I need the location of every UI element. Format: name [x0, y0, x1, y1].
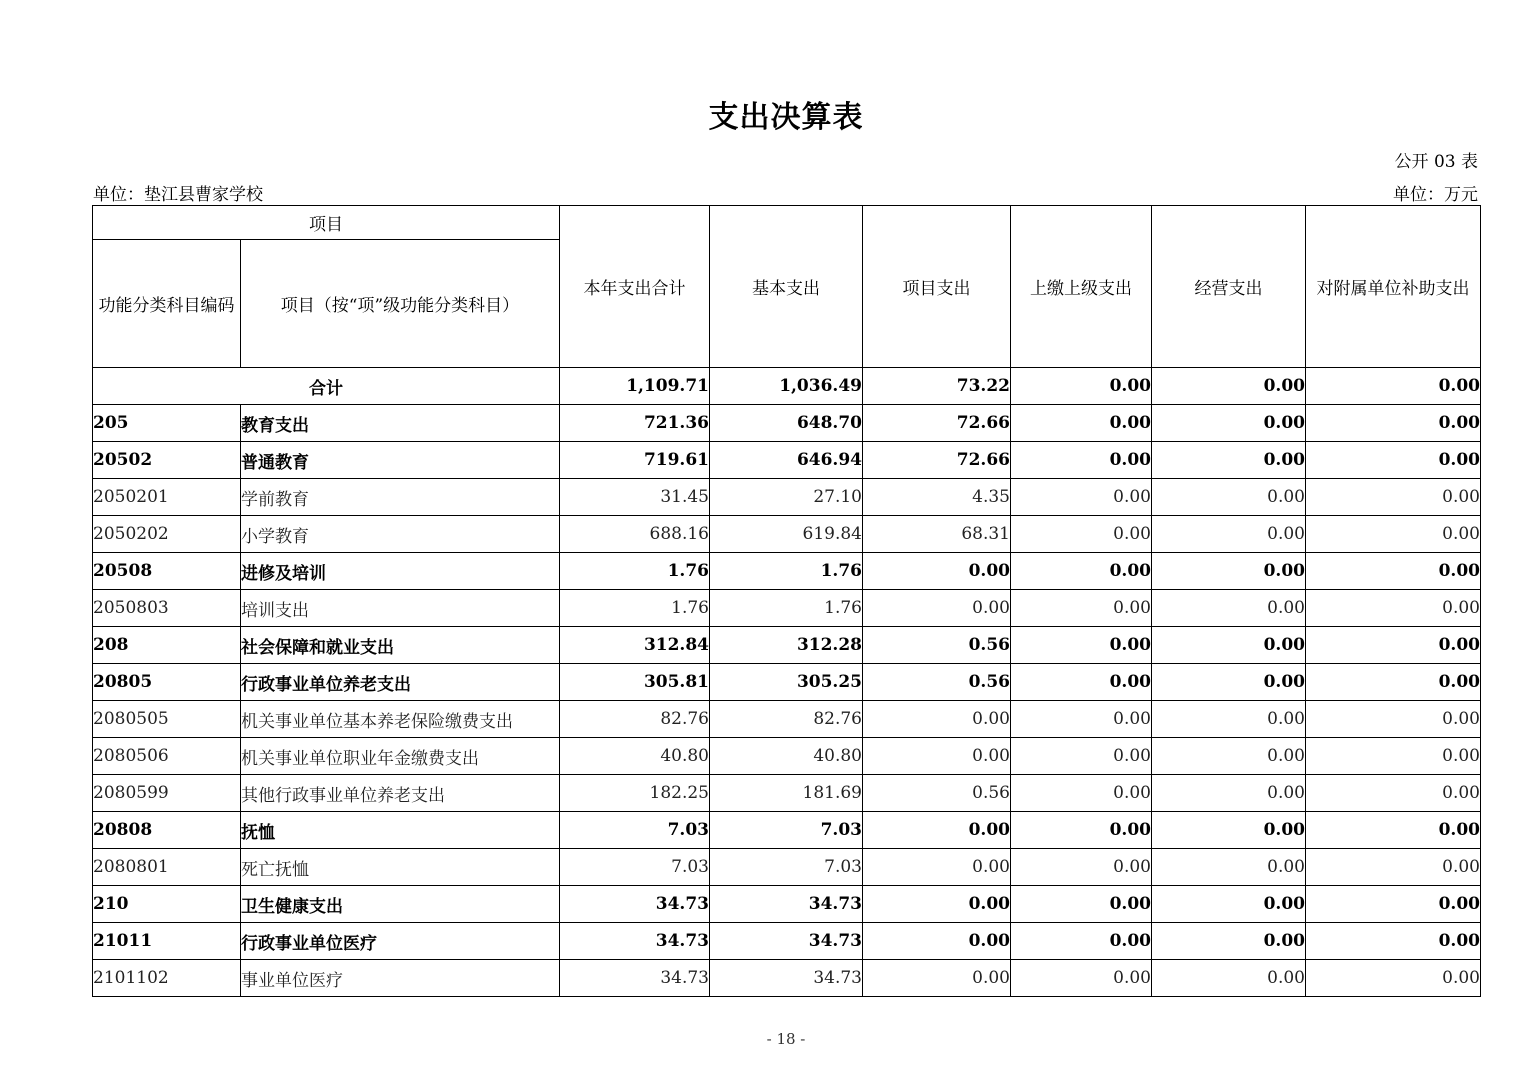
row-code: 2050803 [93, 590, 241, 627]
row-value: 0.00 [863, 960, 1011, 997]
row-value: 40.80 [560, 738, 710, 775]
table-row [93, 516, 1481, 553]
row-code: 2080505 [93, 701, 241, 738]
row-value: 0.00 [1152, 775, 1306, 812]
row-code: 205 [93, 405, 241, 442]
row-value: 0.00 [1011, 627, 1152, 664]
row-value: 0.00 [1011, 849, 1152, 886]
row-value: 0.00 [1306, 442, 1481, 479]
expenditure-table [92, 205, 1481, 997]
row-value: 0.00 [1011, 923, 1152, 960]
row-code: 21011 [93, 923, 241, 960]
reporting-unit: 单位：垫江县曹家学校 [93, 185, 263, 205]
header-project-expenditure: 项目支出 [863, 206, 1011, 368]
table-row [93, 553, 1481, 590]
row-value: 0.00 [863, 590, 1011, 627]
row-value: 27.10 [710, 479, 863, 516]
row-value: 0.00 [1306, 849, 1481, 886]
row-code: 20508 [93, 553, 241, 590]
row-value: 0.00 [1152, 701, 1306, 738]
row-value: 0.00 [863, 701, 1011, 738]
row-value: 34.73 [560, 923, 710, 960]
row-value: 7.03 [710, 812, 863, 849]
header-subsidy: 对附属单位补助支出 [1306, 206, 1481, 368]
row-value: 0.00 [1011, 812, 1152, 849]
row-code: 2050201 [93, 479, 241, 516]
row-value: 0.00 [1011, 590, 1152, 627]
row-value: 0.00 [1306, 960, 1481, 997]
row-name: 小学教育 [241, 516, 560, 553]
table-row [93, 738, 1481, 775]
total-cell: 0.00 [1152, 368, 1306, 405]
row-value: 68.31 [863, 516, 1011, 553]
row-value: 0.00 [1306, 738, 1481, 775]
row-name: 行政事业单位养老支出 [241, 664, 560, 701]
row-value: 82.76 [560, 701, 710, 738]
table-row [93, 479, 1481, 516]
row-value: 0.56 [863, 627, 1011, 664]
row-value: 0.00 [1306, 405, 1481, 442]
row-value: 312.84 [560, 627, 710, 664]
row-name: 行政事业单位医疗 [241, 923, 560, 960]
row-name: 普通教育 [241, 442, 560, 479]
row-name: 死亡抚恤 [241, 849, 560, 886]
row-value: 0.00 [1152, 590, 1306, 627]
row-value: 0.56 [863, 775, 1011, 812]
table-row [93, 960, 1481, 997]
table-row [93, 405, 1481, 442]
row-value: 0.00 [1152, 553, 1306, 590]
row-value: 719.61 [560, 442, 710, 479]
row-value: 34.73 [710, 960, 863, 997]
row-value: 0.00 [1152, 627, 1306, 664]
total-label: 合计 [93, 368, 560, 405]
row-value: 0.00 [1152, 479, 1306, 516]
row-code: 20502 [93, 442, 241, 479]
row-value: 34.73 [710, 923, 863, 960]
page-number: - 18 - [766, 1030, 806, 1048]
row-value: 0.00 [1152, 664, 1306, 701]
row-value: 312.28 [710, 627, 863, 664]
row-name: 教育支出 [241, 405, 560, 442]
row-value: 0.00 [1306, 886, 1481, 923]
row-code: 210 [93, 886, 241, 923]
row-value: 1.76 [710, 553, 863, 590]
row-name: 社会保障和就业支出 [241, 627, 560, 664]
row-value: 0.00 [1152, 886, 1306, 923]
row-value: 0.00 [1306, 701, 1481, 738]
row-value: 0.00 [1011, 664, 1152, 701]
header-project: 项目 [93, 206, 560, 240]
row-value: 0.00 [1011, 960, 1152, 997]
row-value: 0.00 [1011, 738, 1152, 775]
header-total: 本年支出合计 [560, 206, 710, 368]
row-value: 1.76 [710, 590, 863, 627]
row-value: 0.00 [1306, 516, 1481, 553]
header-upper-payment: 上缴上级支出 [1011, 206, 1152, 368]
row-value: 305.81 [560, 664, 710, 701]
row-name: 机关事业单位职业年金缴费支出 [241, 738, 560, 775]
row-value: 0.00 [1306, 590, 1481, 627]
row-value: 305.25 [710, 664, 863, 701]
row-name: 学前教育 [241, 479, 560, 516]
row-value: 1.76 [560, 553, 710, 590]
row-value: 0.00 [1152, 405, 1306, 442]
row-code: 20805 [93, 664, 241, 701]
row-value: 0.00 [863, 553, 1011, 590]
row-value: 34.73 [560, 886, 710, 923]
row-value: 40.80 [710, 738, 863, 775]
page-title: 支出决算表 [708, 100, 864, 135]
row-name: 事业单位医疗 [241, 960, 560, 997]
table-row [93, 442, 1481, 479]
row-value: 72.66 [863, 442, 1011, 479]
table-header [93, 206, 1481, 368]
row-value: 721.36 [560, 405, 710, 442]
row-value: 0.00 [1011, 479, 1152, 516]
total-cell: 1,036.49 [710, 368, 863, 405]
header-business: 经营支出 [1152, 206, 1306, 368]
row-value: 7.03 [710, 849, 863, 886]
header-name: 项目（按“项”级功能分类科目） [241, 240, 560, 368]
table-row [93, 590, 1481, 627]
row-code: 2101102 [93, 960, 241, 997]
row-code: 2080801 [93, 849, 241, 886]
row-value: 0.00 [1306, 923, 1481, 960]
row-value: 0.00 [1152, 849, 1306, 886]
row-value: 0.00 [1152, 442, 1306, 479]
row-value: 0.00 [1011, 405, 1152, 442]
table-row [93, 664, 1481, 701]
row-value: 0.00 [1152, 738, 1306, 775]
row-value: 0.00 [1152, 516, 1306, 553]
row-value: 0.00 [1152, 960, 1306, 997]
row-value: 0.00 [1011, 553, 1152, 590]
row-value: 0.00 [1306, 479, 1481, 516]
row-value: 619.84 [710, 516, 863, 553]
row-value: 0.00 [1152, 923, 1306, 960]
row-code: 20808 [93, 812, 241, 849]
row-name: 其他行政事业单位养老支出 [241, 775, 560, 812]
row-value: 0.00 [863, 738, 1011, 775]
row-value: 0.00 [1152, 812, 1306, 849]
table-row [93, 812, 1481, 849]
row-value: 7.03 [560, 812, 710, 849]
total-row [93, 368, 1481, 405]
row-name: 机关事业单位基本养老保险缴费支出 [241, 701, 560, 738]
table-row [93, 775, 1481, 812]
row-code: 208 [93, 627, 241, 664]
header-code: 功能分类科目编码 [93, 240, 241, 368]
row-name: 进修及培训 [241, 553, 560, 590]
row-value: 72.66 [863, 405, 1011, 442]
row-value: 646.94 [710, 442, 863, 479]
row-value: 1.76 [560, 590, 710, 627]
header-basic: 基本支出 [710, 206, 863, 368]
row-value: 0.00 [1306, 627, 1481, 664]
table-row [93, 849, 1481, 886]
row-name: 抚恤 [241, 812, 560, 849]
table-row [93, 627, 1481, 664]
row-code: 2080599 [93, 775, 241, 812]
row-value: 82.76 [710, 701, 863, 738]
row-value: 0.00 [1011, 701, 1152, 738]
row-value: 7.03 [560, 849, 710, 886]
row-value: 688.16 [560, 516, 710, 553]
row-value: 31.45 [560, 479, 710, 516]
row-value: 0.56 [863, 664, 1011, 701]
currency-unit: 单位：万元 [1393, 185, 1478, 205]
row-value: 0.00 [1011, 775, 1152, 812]
row-name: 卫生健康支出 [241, 886, 560, 923]
row-value: 182.25 [560, 775, 710, 812]
row-value: 0.00 [863, 812, 1011, 849]
row-value: 648.70 [710, 405, 863, 442]
row-value: 0.00 [1306, 812, 1481, 849]
row-code: 2080506 [93, 738, 241, 775]
row-value: 0.00 [863, 923, 1011, 960]
row-value: 0.00 [863, 886, 1011, 923]
total-cell: 73.22 [863, 368, 1011, 405]
total-cell: 0.00 [1011, 368, 1152, 405]
row-value: 0.00 [1306, 775, 1481, 812]
row-value: 0.00 [1306, 664, 1481, 701]
table-row [93, 886, 1481, 923]
row-value: 0.00 [1011, 886, 1152, 923]
row-value: 0.00 [863, 849, 1011, 886]
table-row [93, 923, 1481, 960]
table-body [93, 368, 1481, 997]
row-value: 34.73 [560, 960, 710, 997]
row-value: 0.00 [1011, 442, 1152, 479]
row-value: 0.00 [1011, 516, 1152, 553]
row-value: 34.73 [710, 886, 863, 923]
row-value: 0.00 [1306, 553, 1481, 590]
row-name: 培训支出 [241, 590, 560, 627]
table-row [93, 701, 1481, 738]
row-value: 4.35 [863, 479, 1011, 516]
table-number: 公开 03 表 [1394, 152, 1478, 172]
row-code: 2050202 [93, 516, 241, 553]
row-value: 181.69 [710, 775, 863, 812]
total-cell: 1,109.71 [560, 368, 710, 405]
total-cell: 0.00 [1306, 368, 1481, 405]
